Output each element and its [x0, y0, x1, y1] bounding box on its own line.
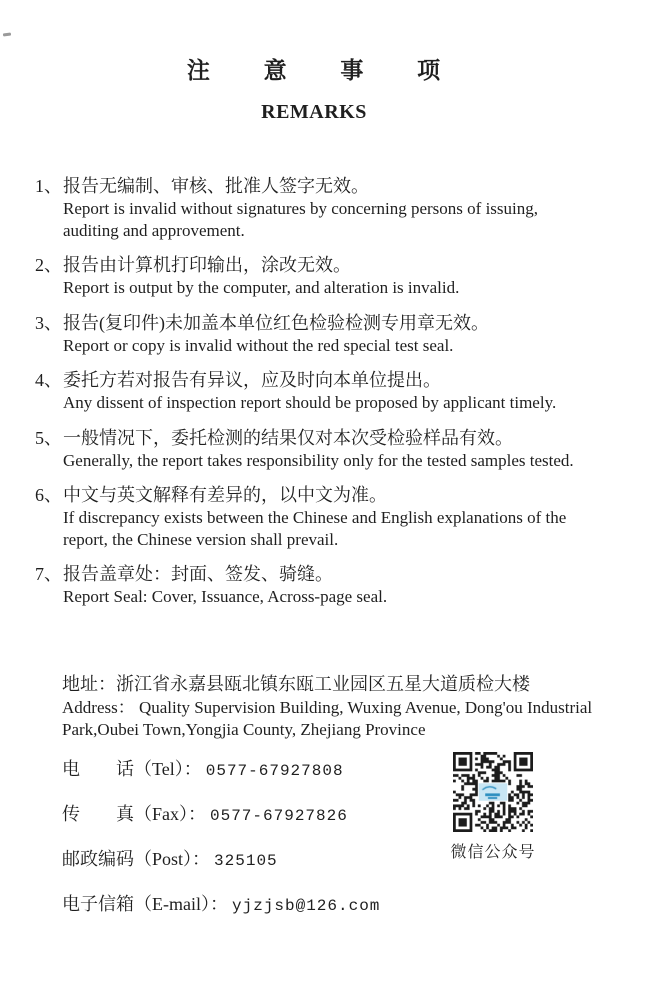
remark-text-en: auditing and approvement.	[63, 220, 245, 240]
remark-text-cn: 报告(复印件)未加盖本单位红色检验检测专用章无效。	[63, 312, 489, 333]
remark-body	[63, 253, 593, 299]
wechat-qr-caption: 微信公众号	[450, 844, 536, 861]
remark-item-7	[35, 562, 593, 608]
remark-text-cn: 中文与英文解释有差异的，以中文为准。	[63, 485, 387, 505]
page-title-en: REMARKS	[261, 101, 367, 123]
remark-body	[63, 311, 593, 357]
remark-text-cn: 报告由计算机打印输出，涂改无效。	[63, 255, 351, 275]
contact-label-tel: 电 话（Tel）：	[62, 758, 202, 779]
page-title-cn: 注 意 事 项	[186, 58, 442, 83]
remark-number: 1、	[35, 176, 62, 196]
remark-body	[63, 483, 593, 550]
address-cn: 地址：浙江省永嘉县瓯北镇东瓯工业园区五星大道质检大楼	[62, 673, 530, 694]
contact-value-fax: 0577-67927826	[210, 806, 348, 825]
remark-number: 4、	[35, 370, 62, 390]
contact-label-fax: 传 真（Fax）：	[62, 803, 206, 824]
remark-body	[63, 426, 593, 472]
contact-row-email	[62, 892, 593, 918]
remark-number: 7、	[35, 564, 62, 584]
remark-text-en: Generally, the report takes responsibility only for the tested samples tested.	[63, 450, 574, 470]
remark-item-5	[35, 426, 593, 472]
remark-text-en: Any dissent of inspection report should be proposed by applicant timely.	[63, 393, 557, 412]
remark-number: 2、	[35, 255, 62, 275]
address-en: Park,Oubei Town,Yongjia County, Zhejiang Province	[62, 719, 426, 739]
remark-body	[63, 562, 593, 608]
remark-text-en: Report is invalid without signatures by concerning persons of issuing,	[63, 199, 538, 218]
remark-text-en: If discrepancy exists between the Chinese and English explanations of the	[63, 508, 567, 527]
remark-item-3	[35, 311, 593, 357]
wechat-qr-block	[449, 752, 537, 862]
remark-item-2	[35, 253, 593, 299]
remark-number: 6、	[35, 485, 62, 505]
address-en: Address： Quality Supervision Building, Wuxing Avenue, Dong'ou Industrial	[62, 697, 593, 717]
remark-text-en: Report is output by the computer, and alteration is invalid.	[63, 278, 460, 297]
remark-text-cn: 报告盖章处：封面、签发、骑缝。	[63, 564, 333, 584]
address-block	[62, 672, 593, 741]
remark-body	[63, 174, 593, 241]
contact-value-tel: 0577-67927808	[205, 761, 344, 780]
remark-text-en: Report or copy is invalid without the red special test seal.	[63, 335, 454, 355]
remark-body	[63, 368, 593, 414]
remark-text-en: report, the Chinese version shall prevail.	[63, 529, 339, 549]
remark-number: 3、	[35, 312, 62, 333]
contact-value-post: 325105	[214, 851, 278, 870]
remark-item-4	[35, 368, 593, 414]
remarks-list	[35, 174, 593, 608]
contact-label-email: 电子信箱（E-mail）：	[62, 893, 228, 914]
remark-number: 5、	[35, 427, 62, 448]
contact-value-email: yjzjsb@126.com	[231, 896, 381, 915]
wechat-qr-code-image	[453, 752, 533, 832]
remark-text-en: Report Seal: Cover, Issuance, Across-page seal.	[63, 587, 388, 606]
remark-item-1	[35, 174, 593, 241]
remark-text-cn: 委托方若对报告有异议，应及时向本单位提出。	[63, 370, 441, 390]
remark-text-cn: 一般情况下，委托检测的结果仅对本次受检验样品有效。	[63, 427, 513, 448]
remark-text-cn: 报告无编制、审核、批准人签字无效。	[63, 176, 369, 196]
remark-item-6	[35, 483, 593, 550]
contact-label-post: 邮政编码（Post）：	[62, 848, 211, 869]
